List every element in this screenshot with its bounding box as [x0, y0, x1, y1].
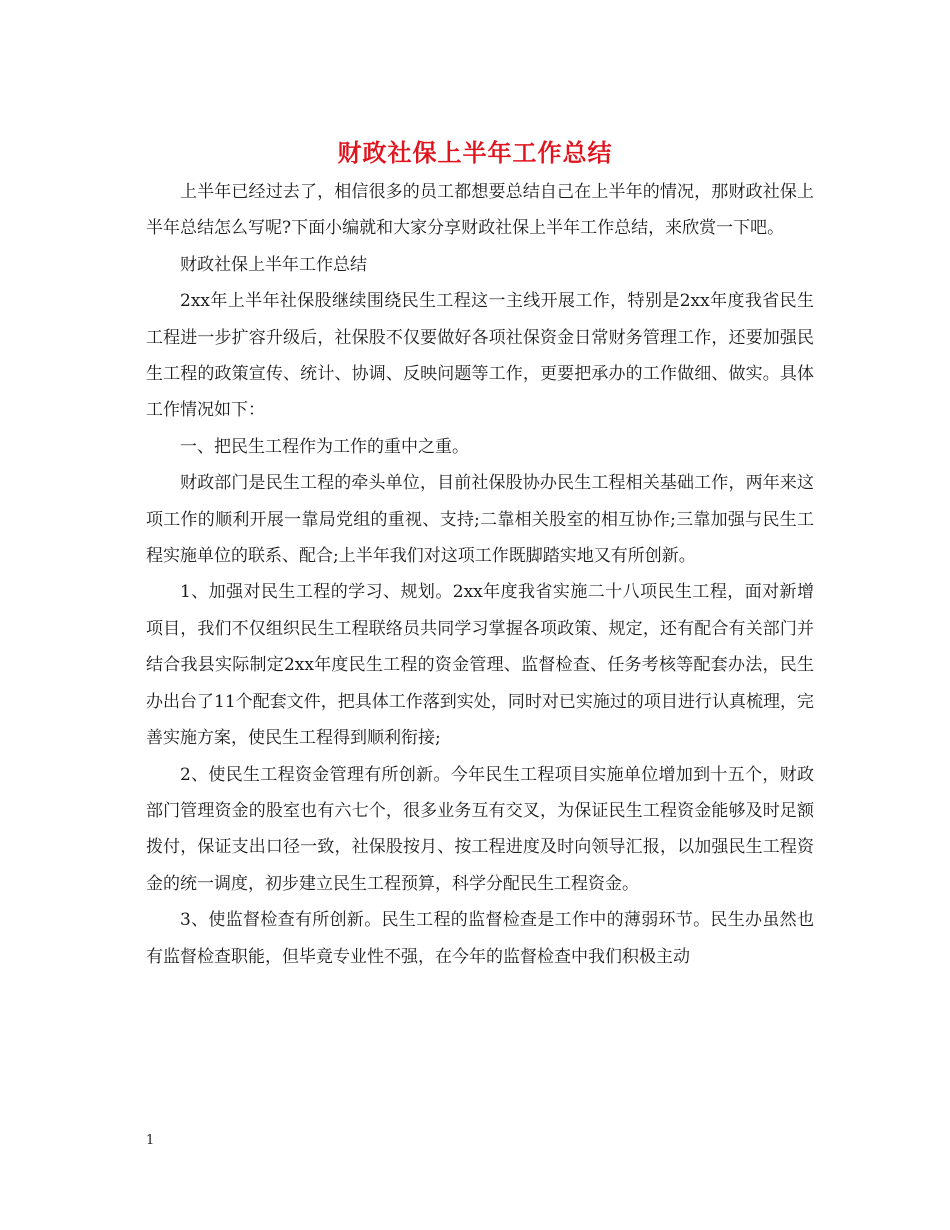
paragraph-section-1: 财政部门是民生工程的牵头单位，目前社保股协办民生工程相关基础工作，两年来这项工作的顺利开展一靠局党组的重视、支持;二靠相关股室的相互协作;三靠加强与民生工程实施单位的联系、配合;上半年我们对这项工作既脚踏实地又有所创新。	[146, 473, 814, 567]
paragraph-item-3: 3、使监督检查有所创新。民生工程的监督检查是工作中的薄弱环节。民生办虽然也有监督检查职能，但毕竟专业性不强，在今年的监督检查中我们积极主动	[146, 910, 814, 967]
document-body	[146, 174, 814, 975]
page-number: 1	[146, 1133, 155, 1148]
section-heading-1: 一、把民生工程作为工作的重中之重。	[180, 436, 469, 457]
paragraph-subtitle: 财政社保上半年工作总结	[180, 254, 367, 275]
paragraph-intro: 上半年已经过去了，相信很多的员工都想要总结自己在上半年的情况，那财政社保上半年总结怎么写呢?下面小编就和大家分享财政社保上半年工作总结，来欣赏一下吧。	[146, 182, 814, 239]
paragraph-item-1: 1、加强对民生工程的学习、规划。2xx年度我省实施二十八项民生工程，面对新增项目，我们不仅组织民生工程联络员共同学习掌握各项政策、规定，还有配合有关部门并结合我县实际制定2xx年度民生工程的资金管理、监督检查、任务考核等配套办法，民生办出台了11个配套文件，把具体工作落到实处，同时对已实施过的项目进行认真梳理，完善实施方案，使民生工程得到顺利衔接;	[146, 582, 814, 749]
document-title: 财政社保上半年工作总结	[337, 138, 613, 167]
paragraph-item-2: 2、使民生工程资金管理有所创新。今年民生工程项目实施单位增加到十五个，财政部门管理资金的股室也有六七个，很多业务互有交叉，为保证民生工程资金能够及时足额拨付，保证支出口径一致，社保股按月、按工程进度及时向领导汇报，以加强民生工程资金的统一调度，初步建立民生工程预算，科学分配民生工程资金。	[146, 764, 814, 894]
paragraph-overview: 2xx年上半年社保股继续围绕民生工程这一主线开展工作，特别是2xx年度我省民生工程进一步扩容升级后，社保股不仅要做好各项社保资金日常财务管理工作，还要加强民生工程的政策宣传、统计、协调、反映问题等工作，更要把承办的工作做细、做实。具体工作情况如下：	[146, 291, 814, 421]
